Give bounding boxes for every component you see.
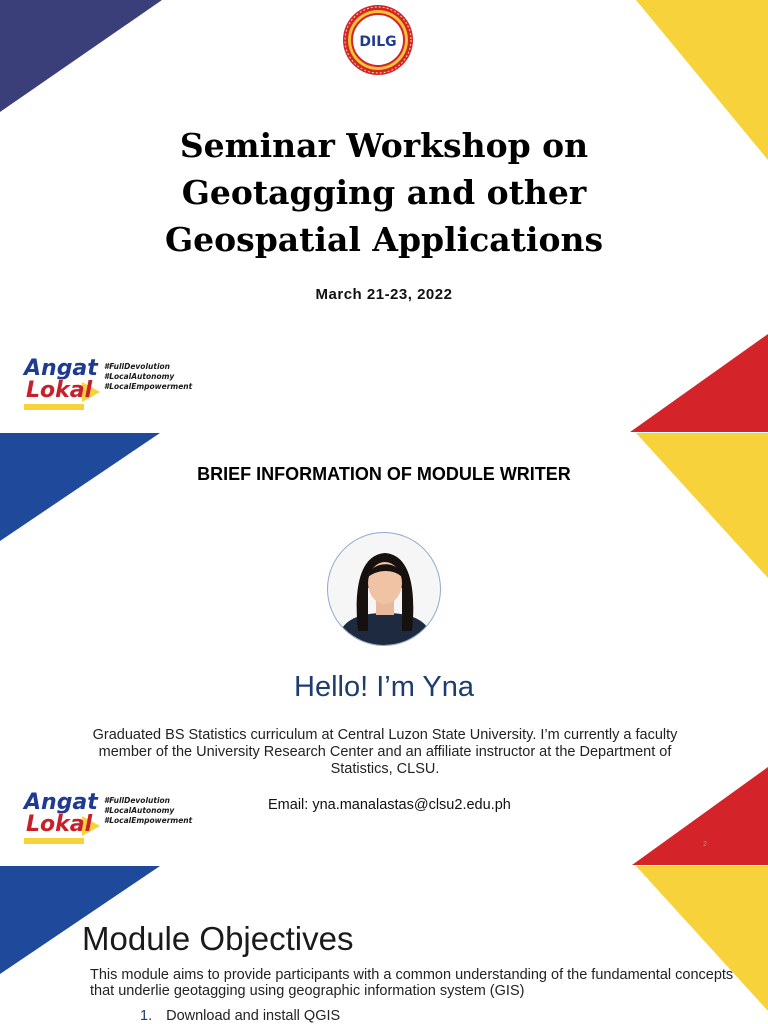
objectives-intro: This module aims to provide participants with a common understanding of the fundamental concepts that underlie geotagging using geographic information system (GIS) bbox=[90, 967, 734, 999]
lokal-word: Lokal bbox=[26, 378, 93, 403]
person-portrait-icon bbox=[328, 533, 441, 646]
slide-module-writer bbox=[0, 433, 768, 865]
writer-bio: Graduated BS Statistics curriculum at Central Luzon State University. I’m currently a faculty member of the University Research Center and an affiliate instructor at the Department of Statistics, CLSU. bbox=[92, 727, 678, 777]
angat-lokal-logo bbox=[20, 356, 200, 418]
greeting-heading: Hello! I’m Yna bbox=[294, 671, 474, 703]
angat-word: Angat bbox=[24, 790, 98, 815]
blue-corner-shape bbox=[0, 433, 160, 541]
red-corner-shape bbox=[630, 334, 768, 432]
avatar bbox=[327, 532, 441, 646]
objectives-title: Module Objectives bbox=[82, 920, 354, 957]
objectives-list bbox=[140, 1008, 340, 1024]
list-item bbox=[140, 1008, 340, 1024]
hashtag: #LocalEmpowerment bbox=[104, 382, 193, 391]
event-date: March 21-23, 2022 bbox=[315, 286, 453, 303]
seal-text: DILG bbox=[359, 34, 397, 50]
list-number: 1. bbox=[140, 1008, 153, 1024]
title-line-2: Geotagging and other bbox=[181, 173, 587, 212]
hashtag-list bbox=[104, 362, 192, 392]
writer-email: Email: yna.manalastas@clsu2.edu.ph bbox=[268, 797, 511, 813]
angat-lokal-logo bbox=[20, 790, 200, 852]
red-corner-shape bbox=[632, 767, 768, 865]
hashtag: #FullDevolution bbox=[104, 796, 171, 805]
title-line-1: Seminar Workshop on bbox=[179, 126, 589, 165]
list-text: Download and install QGIS bbox=[166, 1008, 341, 1024]
slide-title bbox=[0, 0, 768, 432]
slide-title-heading bbox=[0, 122, 768, 263]
title-line-3: Geospatial Applications bbox=[164, 220, 604, 259]
page-number: 2 bbox=[703, 841, 707, 848]
angat-word: Angat bbox=[24, 356, 98, 381]
lokal-word: Lokal bbox=[26, 812, 93, 837]
yellow-corner-shape bbox=[636, 433, 768, 578]
hashtag-list bbox=[104, 796, 192, 826]
dilg-seal-icon bbox=[342, 4, 414, 76]
hashtag: #FullDevolution bbox=[104, 362, 171, 371]
hashtag: #LocalAutonomy bbox=[104, 372, 175, 381]
navy-corner-shape bbox=[0, 0, 162, 112]
hashtag: #LocalAutonomy bbox=[104, 806, 175, 815]
hashtag: #LocalEmpowerment bbox=[104, 816, 193, 825]
slide-module-objectives bbox=[0, 866, 768, 1024]
section-heading: BRIEF INFORMATION OF MODULE WRITER bbox=[197, 464, 571, 484]
